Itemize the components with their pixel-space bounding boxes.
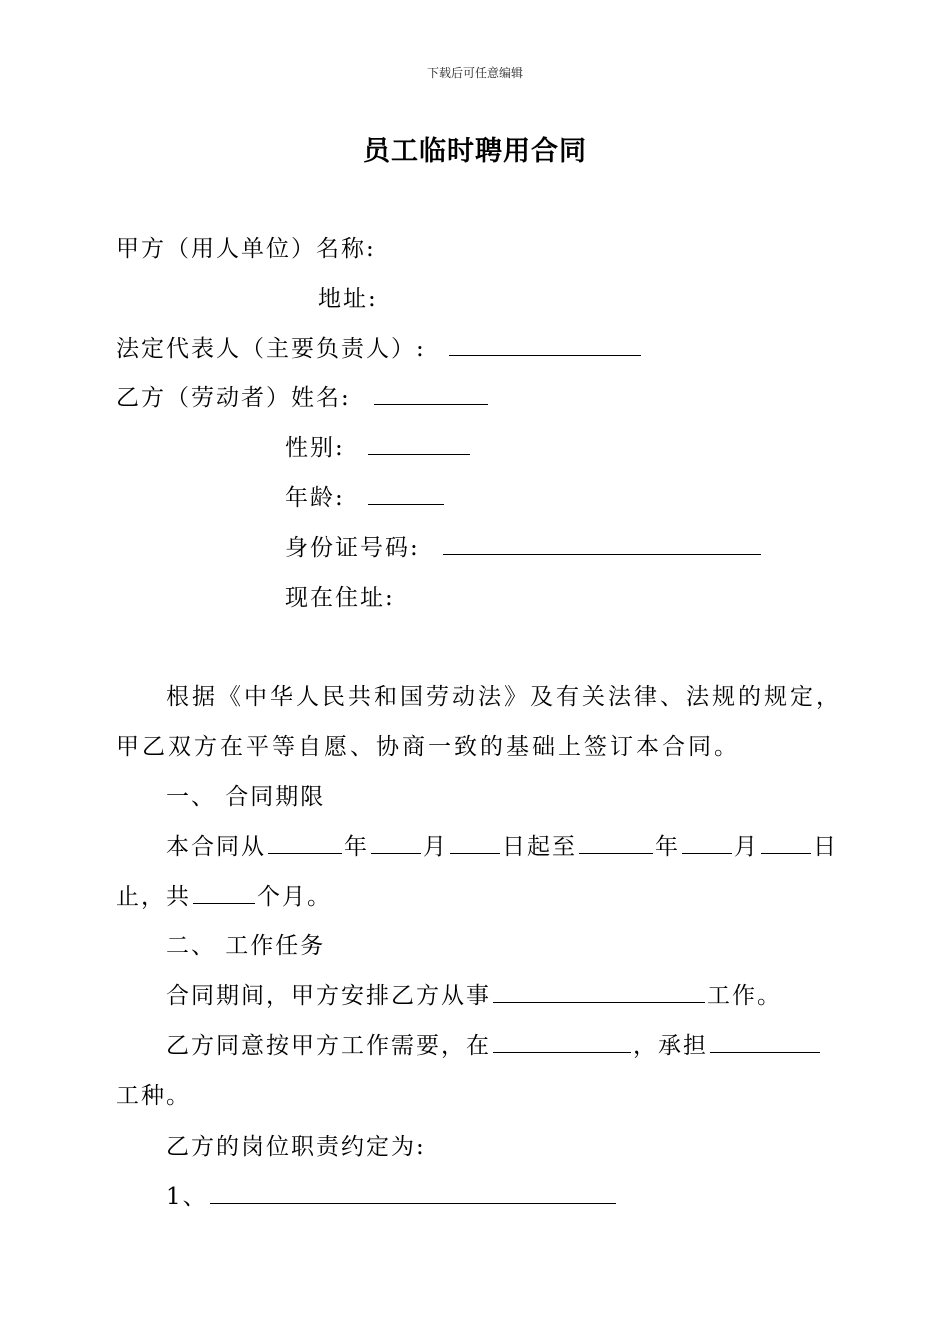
current-address-label: 现在住址: [285, 585, 395, 611]
total-months-field[interactable] [193, 881, 255, 904]
id-field[interactable] [443, 532, 761, 555]
agree-row [166, 1029, 822, 1063]
term-stop-text: 止，共 [116, 884, 191, 910]
age-field[interactable] [368, 482, 444, 505]
location-field[interactable] [493, 1030, 631, 1053]
duty-label: 乙方的岗位职责约定为: [166, 1134, 426, 1160]
agree-end-text: 工种。 [116, 1083, 191, 1109]
term-year-text: 年 [344, 834, 369, 860]
id-label: 身份证号码: [285, 535, 420, 561]
duty-item-1-row [166, 1180, 618, 1214]
party-a-address-label: 地址: [318, 286, 378, 312]
preamble-line-1: 根据《中华人民共和国劳动法》及有关法律、法规的规定， [166, 684, 842, 710]
gender-row [285, 431, 472, 465]
duty-item-1-number: 1、 [166, 1184, 208, 1210]
assign-pre-text: 合同期间，甲方安排乙方从事 [166, 983, 491, 1009]
party-a-name-label: 甲方（用人单位）名称: [116, 236, 376, 262]
legal-rep-row [116, 332, 643, 366]
end-month-field[interactable] [682, 831, 732, 854]
term-row [166, 830, 838, 864]
id-row [285, 531, 763, 565]
term-months-text: 个月。 [257, 884, 332, 910]
legal-rep-field[interactable] [449, 333, 641, 356]
end-day-field[interactable] [761, 831, 811, 854]
term-total-row [116, 880, 332, 914]
assign-post-text: 工作。 [707, 983, 782, 1009]
party-b-name-row [116, 381, 490, 415]
party-b-name-field[interactable] [374, 382, 488, 405]
term-day-end-text: 日 [813, 834, 838, 860]
start-month-field[interactable] [371, 831, 421, 854]
term-month-text: 月 [423, 834, 448, 860]
section-2-heading: 二、 工作任务 [166, 933, 326, 959]
gender-label: 性别: [285, 435, 345, 461]
term-month-text-2: 月 [734, 834, 759, 860]
header-note: 下载后可任意编辑 [426, 66, 523, 80]
agree-mid-text: ，承担 [633, 1033, 708, 1059]
work-field[interactable] [493, 980, 705, 1003]
age-label: 年龄: [285, 485, 345, 511]
document-title: 员工临时聘用合同 [363, 136, 587, 167]
age-row [285, 481, 446, 515]
preamble-line-2: 甲乙双方在平等自愿、协商一致的基础上签订本合同。 [116, 734, 740, 760]
party-b-name-label: 乙方（劳动者）姓名: [116, 385, 351, 411]
term-from-text: 本合同从 [166, 834, 266, 860]
term-until-text: 日起至 [502, 834, 577, 860]
start-year-field[interactable] [268, 831, 342, 854]
term-year-text-2: 年 [655, 834, 680, 860]
legal-rep-label: 法定代表人（主要负责人）: [116, 336, 426, 362]
gender-field[interactable] [368, 432, 470, 455]
job-type-field[interactable] [710, 1030, 820, 1053]
end-year-field[interactable] [579, 831, 653, 854]
duty-item-1-field[interactable] [210, 1181, 616, 1204]
agree-pre-text: 乙方同意按甲方工作需要，在 [166, 1033, 491, 1059]
start-day-field[interactable] [450, 831, 500, 854]
assign-row [166, 979, 782, 1013]
section-1-heading: 一、 合同期限 [166, 784, 326, 810]
